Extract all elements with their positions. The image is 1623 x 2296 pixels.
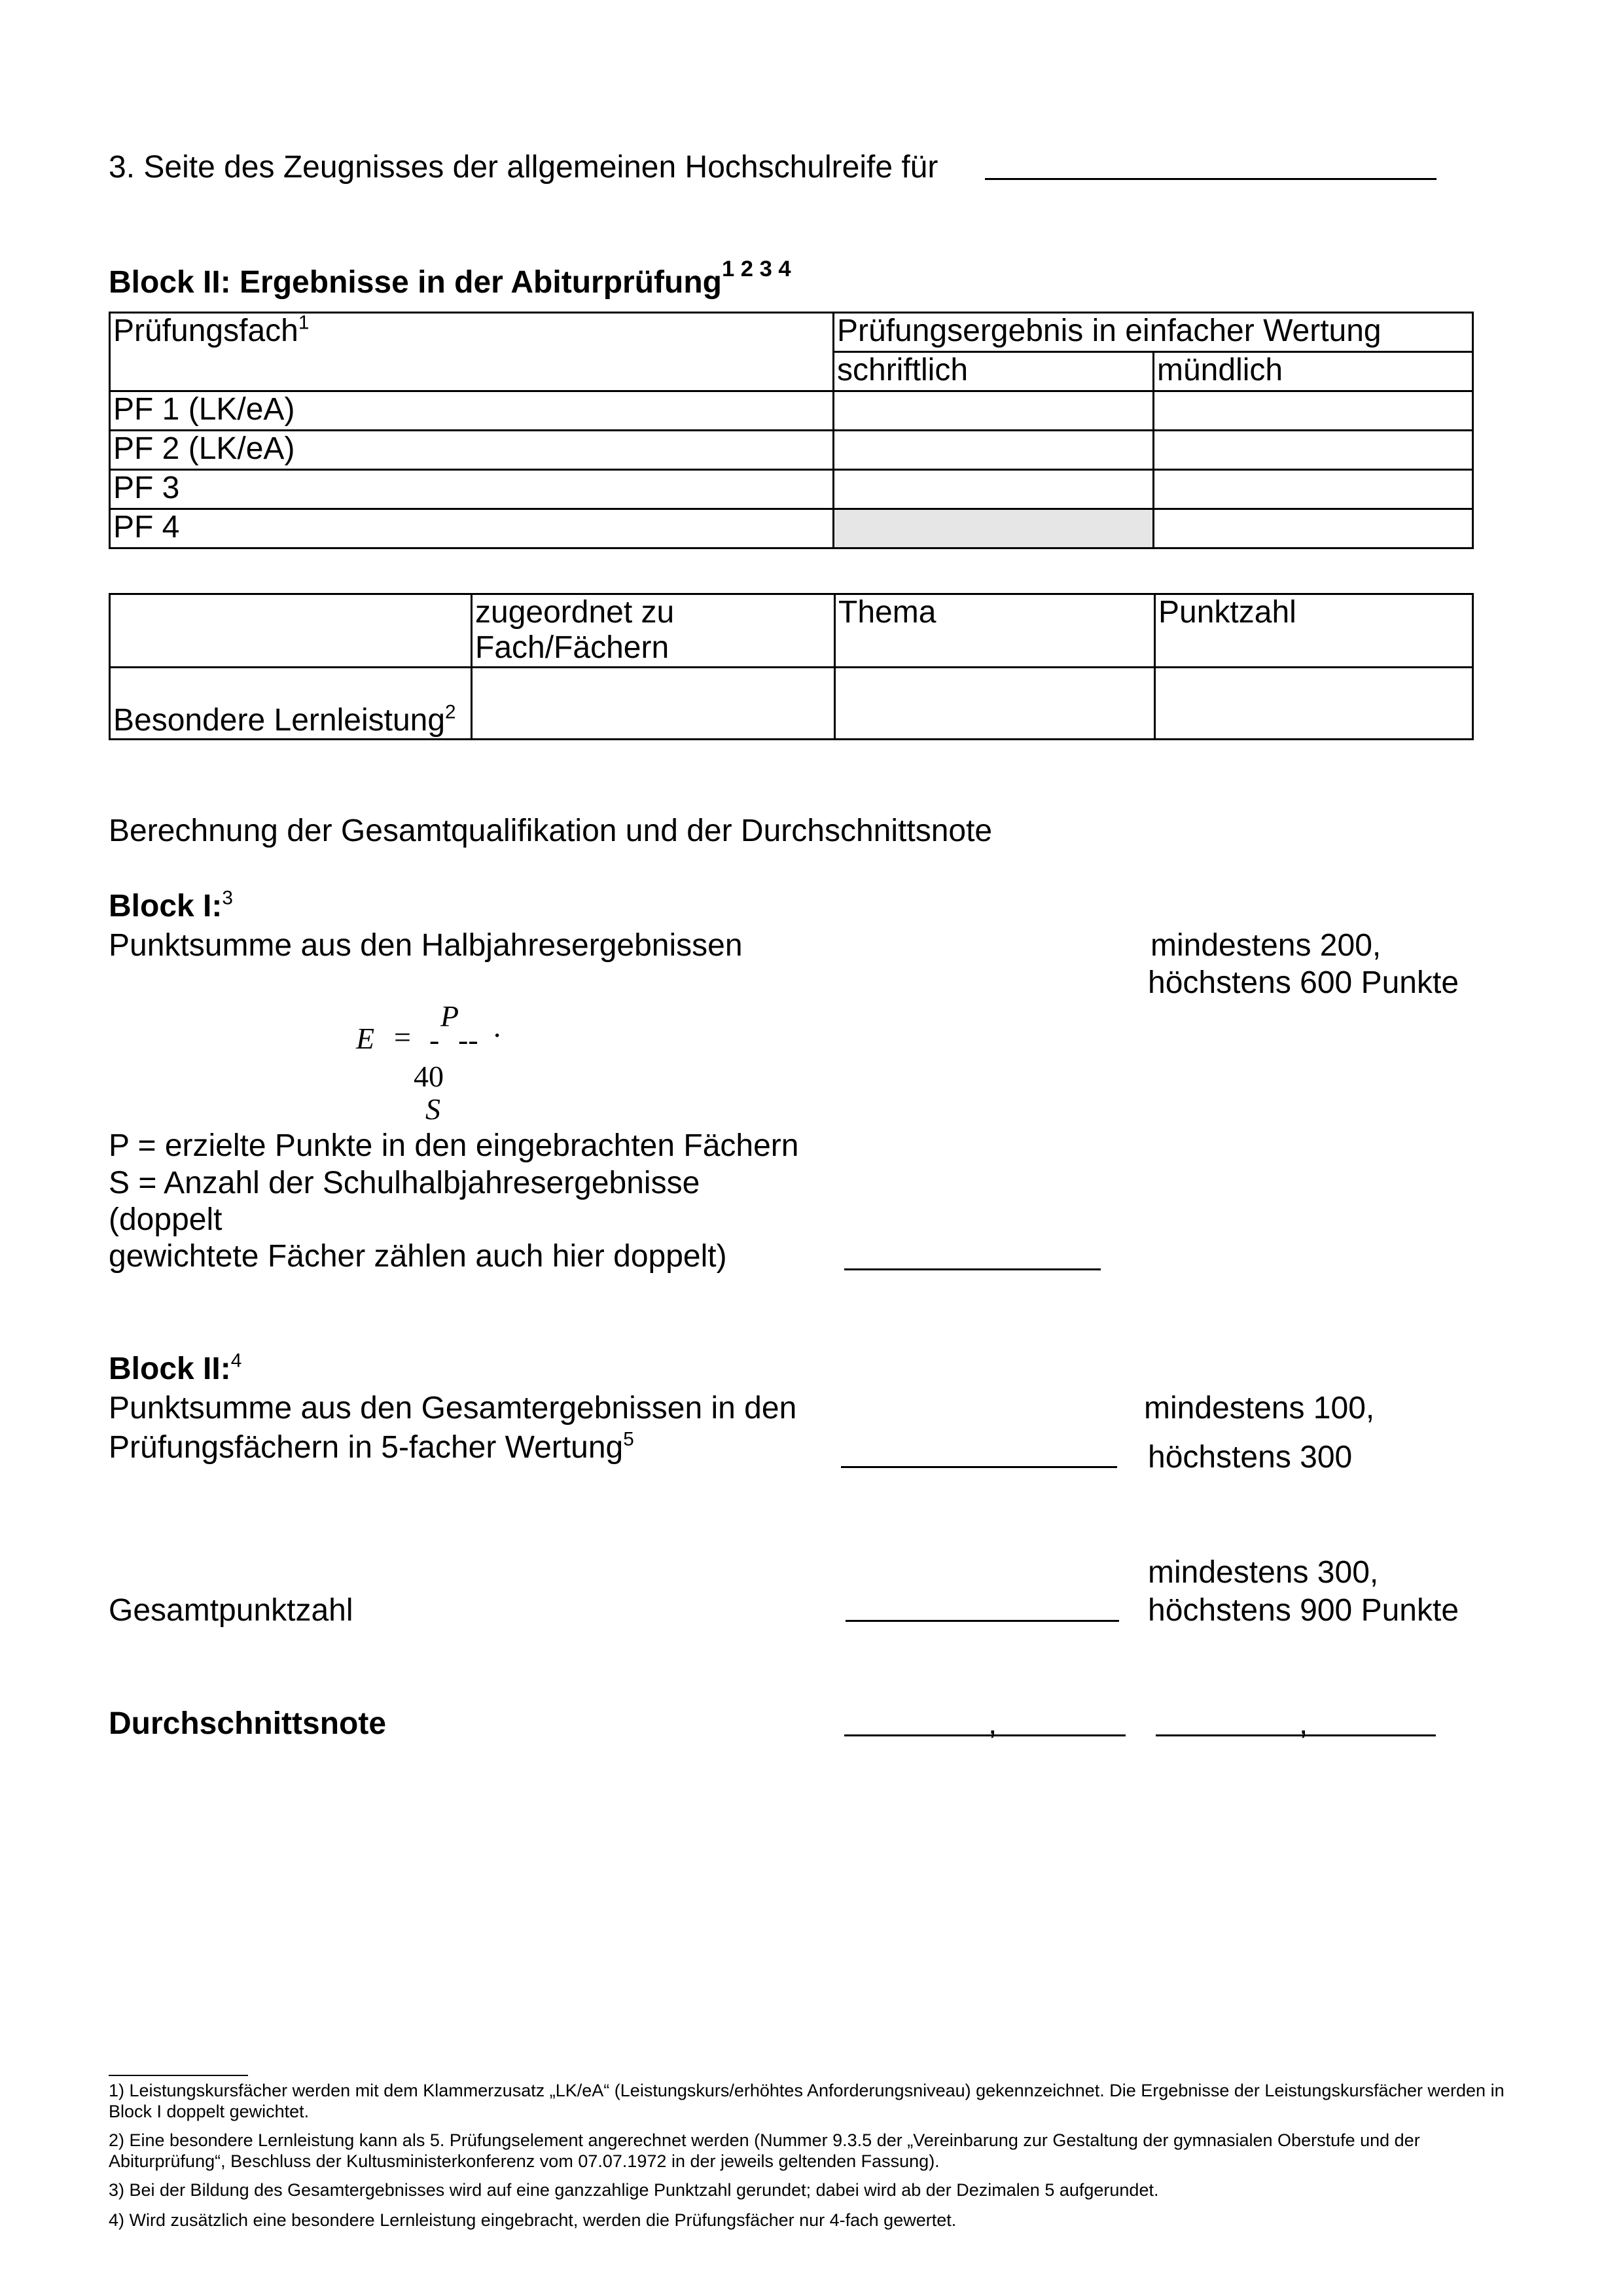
oral-result-cell[interactable]	[1154, 391, 1473, 431]
footnote-separator	[109, 2075, 248, 2076]
oral-result-cell[interactable]	[1154, 431, 1473, 470]
row-label-text: PF 2 (LK/eA)	[113, 431, 295, 466]
written-result-cell[interactable]	[834, 431, 1154, 470]
block1-max	[1148, 965, 1459, 1001]
total-min	[1148, 1554, 1378, 1591]
header-pruefungsergebnis-text: Prüfungsergebnis in einfacher Wertung	[837, 314, 1382, 348]
formula-s-text: S	[425, 1092, 440, 1126]
decimal-comma	[1299, 1706, 1308, 1742]
formula-40-text: 40	[414, 1060, 444, 1093]
footnote-text: 1) Leistungskursfächer werden mit dem Klammerzusatz „LK/eA“ (Leistungskurs/erhöhtes Anforderungsniveau) gekennzeichnet. Die Ergebnisse der Leistungskursfächer werden in Block I doppelt gewichtet.	[109, 2081, 1505, 2121]
footnote-ref: 3	[222, 887, 233, 909]
oral-result-cell[interactable]	[1154, 509, 1473, 548]
header-thema-text: Thema	[838, 595, 936, 630]
header-muendlich	[1154, 352, 1473, 391]
header-zugeordnet	[472, 594, 835, 668]
row-label-text: Besondere Lernleistung	[113, 703, 446, 738]
block1-max-text: höchstens 600 Punkte	[1148, 965, 1459, 1000]
formula-p	[440, 999, 459, 1033]
footnote	[109, 2210, 1516, 2231]
block2-text-line2-content: Prüfungsfächern in 5-facher Wertung	[109, 1430, 624, 1465]
total-min-text: mindestens 300,	[1148, 1555, 1379, 1590]
footnote-text: 2) Eine besondere Lernleistung kann als 5. Prüfungselement angerechnet werden (Nummer 9.3.5 der „Vereinbarung zur Gestaltung der gymnasialen Oberstufe und der Abiturprüfung“, Beschluss der Kultusministerkonferenz vom 07.07.1972 in der jeweils geltenden Fassung).	[109, 2130, 1420, 2171]
formula-dot-text: ·	[492, 1018, 503, 1052]
formula-dashes	[458, 1022, 478, 1057]
header-muendlich-text: mündlich	[1157, 353, 1283, 387]
total-result-field[interactable]	[846, 1620, 1119, 1622]
block1-min	[1150, 927, 1381, 964]
legend-s-note	[109, 1238, 727, 1275]
formula-dash-text: -	[429, 1023, 440, 1056]
calc-heading	[109, 813, 992, 850]
written-result-cell[interactable]	[834, 470, 1154, 509]
block1-label	[109, 888, 233, 925]
footnote-ref: 2	[445, 701, 456, 723]
formula-dashes-text: --	[458, 1023, 478, 1056]
footnote-ref: 1	[298, 312, 310, 334]
decimal-comma	[988, 1706, 997, 1742]
header-pruefungsfach-text: Prüfungsfach	[113, 314, 298, 348]
formula-p-text: P	[440, 999, 459, 1033]
average-label-text: Durchschnittsnote	[109, 1706, 387, 1741]
block2-heading-footnote-refs: 1 2 3 4	[721, 257, 791, 282]
header-pruefungsfach	[110, 313, 834, 391]
block2-max-text: höchstens 300	[1148, 1440, 1353, 1475]
decimal-comma-text: ,	[988, 1706, 997, 1741]
table-row	[110, 509, 1473, 548]
formula-e	[356, 1021, 374, 1056]
row-label-text: PF 3	[113, 471, 180, 505]
points-cell[interactable]	[1155, 668, 1473, 740]
formula-equals	[394, 1020, 411, 1054]
row-label-text: PF 4	[113, 510, 180, 545]
row-label	[110, 431, 834, 470]
block2-min-text: mindestens 100,	[1144, 1391, 1375, 1426]
legend-s-continued-text: (doppelt	[109, 1202, 223, 1237]
row-label	[110, 391, 834, 431]
formula-dot	[492, 1018, 502, 1052]
block1-text-content: Punktsumme aus den Halbjahresergebnissen	[109, 928, 743, 963]
row-label	[110, 509, 834, 548]
formula-e-text: E	[356, 1022, 375, 1055]
formula-40	[414, 1059, 444, 1094]
footnote	[109, 2130, 1516, 2172]
block2-min	[1144, 1390, 1374, 1427]
special-achievement-table	[109, 593, 1474, 740]
empty-header-cell	[110, 594, 472, 668]
header-punktzahl	[1155, 594, 1473, 668]
row-label-text: PF 1 (LK/eA)	[113, 392, 295, 427]
header-thema	[835, 594, 1155, 668]
page-title	[109, 149, 938, 186]
legend-s	[109, 1165, 700, 1202]
written-result-cell[interactable]	[834, 391, 1154, 431]
total-label-text: Gesamtpunktzahl	[109, 1593, 353, 1628]
header-schriftlich-text: schriftlich	[837, 353, 969, 387]
table-row	[110, 668, 1473, 740]
legend-p	[109, 1128, 798, 1164]
total-max-text: höchstens 900 Punkte	[1148, 1593, 1459, 1628]
footnote-ref: 4	[230, 1350, 242, 1372]
topic-cell[interactable]	[835, 668, 1155, 740]
header-pruefungsergebnis	[834, 313, 1473, 352]
footnote-ref: 5	[623, 1428, 634, 1450]
block1-text	[109, 927, 743, 964]
block2-max	[1148, 1439, 1352, 1476]
page-title-text: 3. Seite des Zeugnisses der allgemeinen Hochschulreife für	[109, 150, 938, 185]
decimal-comma-text: ,	[1299, 1706, 1308, 1741]
block2-result-field[interactable]	[841, 1466, 1117, 1468]
legend-p-text: P = erzielte Punkte in den eingebrachten Fächern	[109, 1128, 799, 1163]
row-label	[110, 668, 472, 740]
block2-heading	[109, 257, 791, 301]
block2-label	[109, 1351, 241, 1388]
legend-s-continued	[109, 1202, 222, 1238]
written-result-cell-disabled	[834, 509, 1154, 548]
formula-equals-text: =	[394, 1020, 411, 1054]
footnote	[109, 2179, 1516, 2200]
table-row	[110, 391, 1473, 431]
table-row	[110, 470, 1473, 509]
block1-min-text: mindestens 200,	[1150, 928, 1382, 963]
average-grade-field-numeric[interactable]	[844, 1734, 1126, 1736]
average-label	[109, 1706, 386, 1742]
row-label	[110, 470, 834, 509]
footnote	[109, 2080, 1516, 2122]
block2-text-content: Punktsumme aus den Gesamtergebnissen in den	[109, 1391, 797, 1426]
header-zugeordnet-text: zugeordnet zu Fach/Fächern	[475, 595, 675, 665]
table-row	[110, 431, 1473, 470]
calc-heading-text: Berechnung der Gesamtqualifikation und der Durchschnittsnote	[109, 814, 993, 848]
average-grade-field-words[interactable]	[1156, 1734, 1436, 1736]
total-label	[109, 1592, 353, 1629]
block2-text-line2	[109, 1429, 634, 1466]
footnote-text: 3) Bei der Bildung des Gesamtergebnisses wird auf eine ganzzahlige Punktzahl gerundet; dabei wird ab der Dezimalen 5 aufgerundet.	[109, 2180, 1159, 2200]
block2-label-text: Block II:	[109, 1352, 231, 1386]
student-name-field[interactable]	[985, 178, 1436, 180]
header-schriftlich	[834, 352, 1154, 391]
legend-s-text: S = Anzahl der Schulhalbjahresergebnisse	[109, 1166, 700, 1200]
block1-label-text: Block I:	[109, 889, 223, 924]
exam-results-table	[109, 312, 1474, 549]
block2-text	[109, 1390, 796, 1427]
formula-s	[425, 1092, 440, 1126]
block1-result-field[interactable]	[844, 1268, 1101, 1270]
assigned-subject-cell[interactable]	[472, 668, 835, 740]
formula-dash	[429, 1022, 439, 1057]
header-punktzahl-text: Punktzahl	[1158, 595, 1296, 630]
legend-s-note-text: gewichtete Fächer zählen auch hier doppelt)	[109, 1239, 727, 1274]
total-max	[1148, 1592, 1459, 1629]
block2-heading-text: Block II: Ergebnisse in der Abiturprüfung	[109, 265, 722, 300]
oral-result-cell[interactable]	[1154, 470, 1473, 509]
footnote-text: 4) Wird zusätzlich eine besondere Lernleistung eingebracht, werden die Prüfungsfächer nur 4-fach gewertet.	[109, 2210, 957, 2230]
